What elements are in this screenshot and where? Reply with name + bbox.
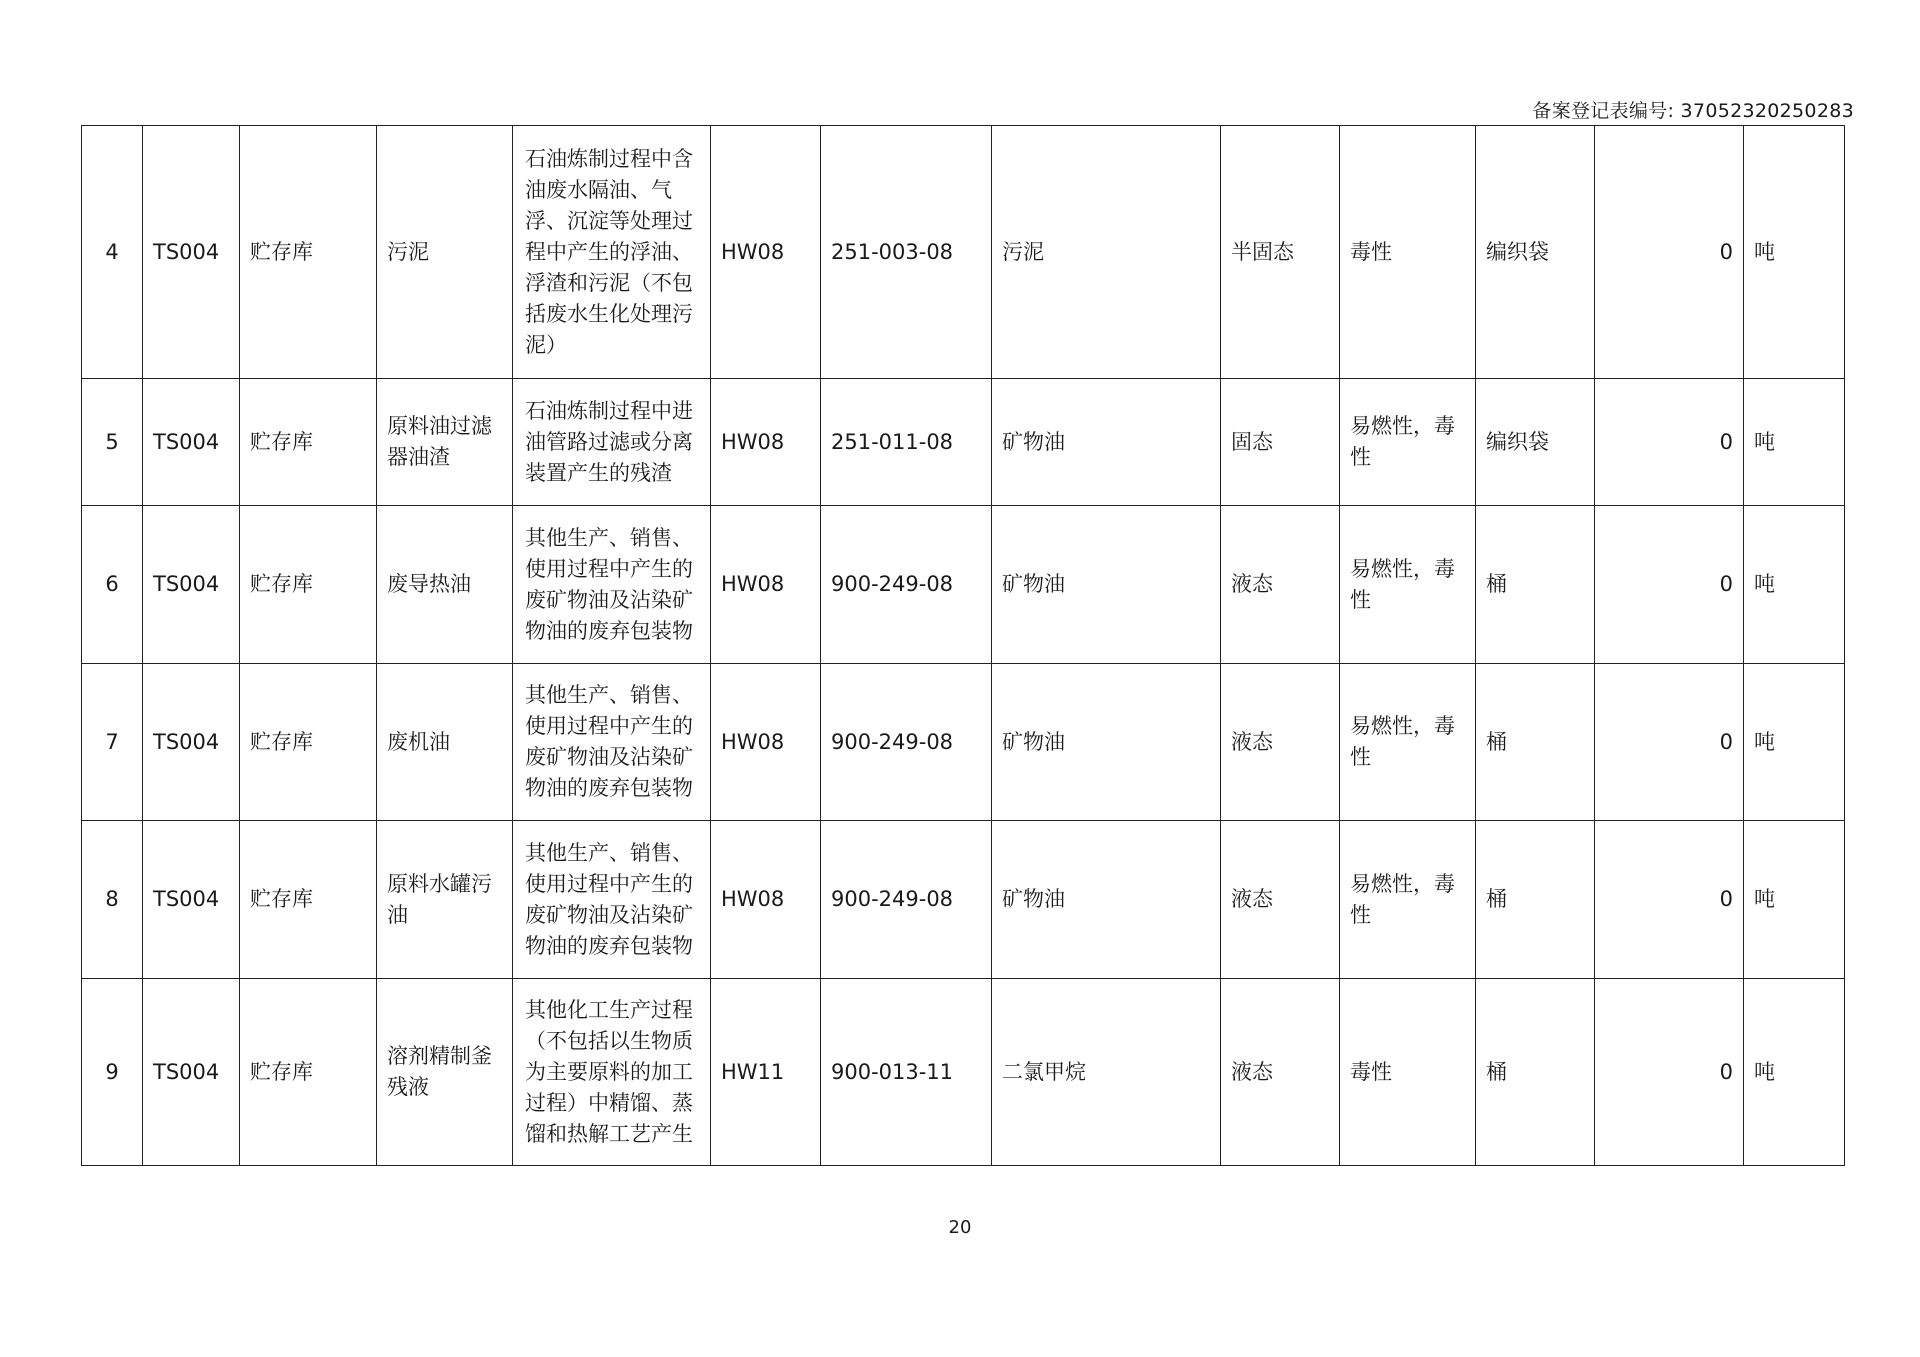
main-component-cell: 污泥 (992, 126, 1221, 379)
waste-source-cell: 其他生产、销售、使用过程中产生的废矿物油及沾染矿物油的废弃包装物 (513, 506, 711, 664)
facility-code-cell: TS004 (143, 506, 240, 664)
waste-source-cell: 其他生产、销售、使用过程中产生的废矿物油及沾染矿物油的废弃包装物 (513, 664, 711, 821)
unit-cell: 吨 (1744, 821, 1845, 979)
waste-code-cell: 900-249-08 (821, 664, 992, 821)
hazard-property-cell: 易燃性，毒性 (1340, 379, 1476, 506)
waste-name-cell: 废导热油 (377, 506, 513, 664)
row-number-cell: 9 (82, 979, 143, 1166)
unit-cell: 吨 (1744, 664, 1845, 821)
main-component-cell: 矿物油 (992, 821, 1221, 979)
quantity-cell: 0 (1595, 379, 1744, 506)
registration-number: 备案登记表编号: 37052320250283 (1532, 100, 1854, 122)
physical-form-cell: 固态 (1221, 379, 1340, 506)
row-number-cell: 5 (82, 379, 143, 506)
facility-type-cell: 贮存库 (240, 379, 377, 506)
waste-source-cell: 石油炼制过程中进油管路过滤或分离装置产生的残渣 (513, 379, 711, 506)
facility-code-cell: TS004 (143, 979, 240, 1166)
main-component-cell: 矿物油 (992, 664, 1221, 821)
hazard-property-cell: 易燃性，毒性 (1340, 821, 1476, 979)
table-row (82, 664, 1845, 821)
facility-code-cell: TS004 (143, 821, 240, 979)
facility-type-cell: 贮存库 (240, 506, 377, 664)
page-number: 20 (948, 1217, 972, 1238)
table-row (82, 506, 1845, 664)
facility-type-cell: 贮存库 (240, 126, 377, 379)
main-component-cell: 二氯甲烷 (992, 979, 1221, 1166)
container-cell: 桶 (1476, 664, 1595, 821)
waste-category-cell: HW08 (711, 126, 821, 379)
container-cell: 桶 (1476, 506, 1595, 664)
row-number-cell: 7 (82, 664, 143, 821)
waste-code-cell: 251-011-08 (821, 379, 992, 506)
waste-name-cell: 原料油过滤器油渣 (377, 379, 513, 506)
container-cell: 桶 (1476, 821, 1595, 979)
hazard-property-cell: 易燃性，毒性 (1340, 664, 1476, 821)
waste-source-cell: 石油炼制过程中含油废水隔油、气浮、沉淀等处理过程中产生的浮油、浮渣和污泥（不包括废水生化处理污泥） (513, 126, 711, 379)
row-number-cell: 6 (82, 506, 143, 664)
physical-form-cell: 液态 (1221, 664, 1340, 821)
facility-code-cell: TS004 (143, 126, 240, 379)
waste-source-cell: 其他化工生产过程（不包括以生物质为主要原料的加工过程）中精馏、蒸馏和热解工艺产生 (513, 979, 711, 1166)
waste-category-cell: HW08 (711, 506, 821, 664)
row-number-cell: 8 (82, 821, 143, 979)
physical-form-cell: 液态 (1221, 821, 1340, 979)
facility-code-cell: TS004 (143, 379, 240, 506)
facility-type-cell: 贮存库 (240, 664, 377, 821)
hazard-property-cell: 毒性 (1340, 979, 1476, 1166)
facility-type-cell: 贮存库 (240, 979, 377, 1166)
table-row (82, 379, 1845, 506)
waste-name-cell: 溶剂精制釜残液 (377, 979, 513, 1166)
hazard-property-cell: 易燃性，毒性 (1340, 506, 1476, 664)
quantity-cell: 0 (1595, 126, 1744, 379)
waste-code-cell: 900-249-08 (821, 821, 992, 979)
waste-category-cell: HW08 (711, 379, 821, 506)
physical-form-cell: 液态 (1221, 506, 1340, 664)
facility-type-cell: 贮存库 (240, 821, 377, 979)
waste-code-cell: 900-249-08 (821, 506, 992, 664)
quantity-cell: 0 (1595, 664, 1744, 821)
hazard-property-cell: 毒性 (1340, 126, 1476, 379)
facility-code-cell: TS004 (143, 664, 240, 821)
waste-category-cell: HW08 (711, 821, 821, 979)
quantity-cell: 0 (1595, 979, 1744, 1166)
table-row (82, 126, 1845, 379)
waste-code-cell: 900-013-11 (821, 979, 992, 1166)
physical-form-cell: 液态 (1221, 979, 1340, 1166)
container-cell: 编织袋 (1476, 379, 1595, 506)
row-number-cell: 4 (82, 126, 143, 379)
waste-source-cell: 其他生产、销售、使用过程中产生的废矿物油及沾染矿物油的废弃包装物 (513, 821, 711, 979)
table-row (82, 821, 1845, 979)
waste-category-cell: HW11 (711, 979, 821, 1166)
unit-cell: 吨 (1744, 126, 1845, 379)
waste-name-cell: 污泥 (377, 126, 513, 379)
unit-cell: 吨 (1744, 506, 1845, 664)
waste-category-cell: HW08 (711, 664, 821, 821)
table-row (82, 979, 1845, 1166)
container-cell: 编织袋 (1476, 126, 1595, 379)
waste-name-cell: 废机油 (377, 664, 513, 821)
main-component-cell: 矿物油 (992, 379, 1221, 506)
quantity-cell: 0 (1595, 821, 1744, 979)
container-cell: 桶 (1476, 979, 1595, 1166)
physical-form-cell: 半固态 (1221, 126, 1340, 379)
waste-name-cell: 原料水罐污油 (377, 821, 513, 979)
quantity-cell: 0 (1595, 506, 1744, 664)
unit-cell: 吨 (1744, 379, 1845, 506)
waste-code-cell: 251-003-08 (821, 126, 992, 379)
unit-cell: 吨 (1744, 979, 1845, 1166)
main-component-cell: 矿物油 (992, 506, 1221, 664)
hazardous-waste-table (81, 125, 1845, 1166)
